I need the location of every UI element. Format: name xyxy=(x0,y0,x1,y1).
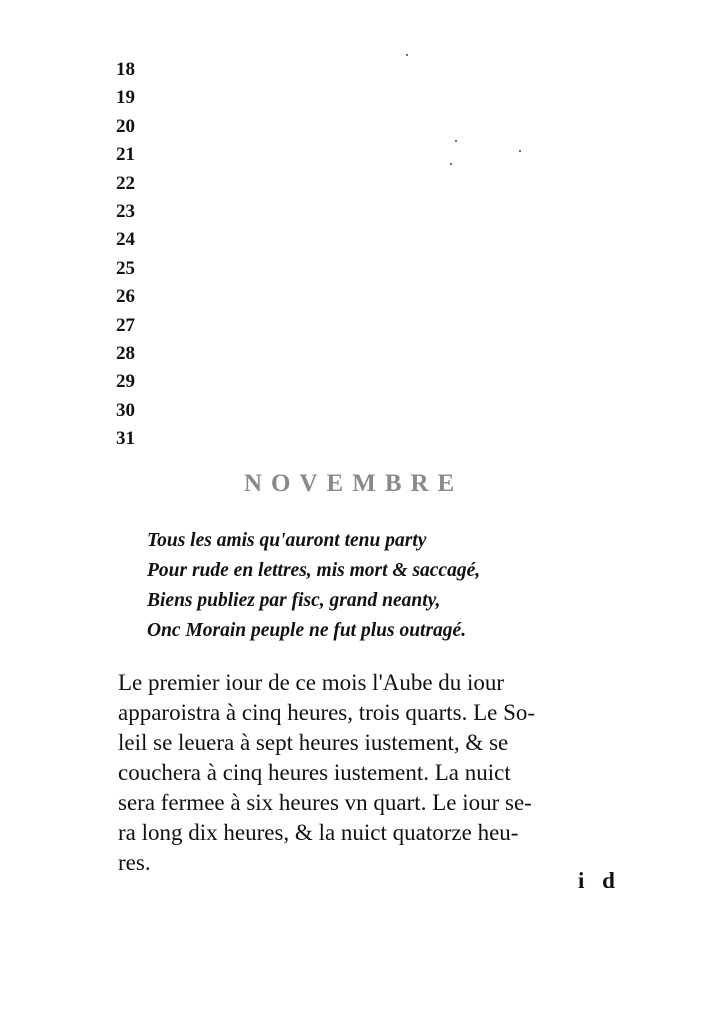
prose-line: res. xyxy=(118,850,151,875)
verse-quatrain xyxy=(147,526,480,646)
day-number: 30 xyxy=(116,399,135,421)
ink-speck xyxy=(406,54,408,56)
prose-line: ra long dix heures, & la nuict quatorze heu- xyxy=(118,820,519,845)
verse-line: Pour rude en lettres, mis mort & saccagé, xyxy=(147,560,481,581)
verse-line: Onc Morain peuple ne fut plus outragé. xyxy=(147,620,467,641)
day-number: 23 xyxy=(116,200,135,222)
day-number: 22 xyxy=(116,172,135,194)
prose-line: couchera à cinq heures iustement. La nuict xyxy=(118,760,511,785)
ink-speck xyxy=(455,140,457,142)
day-number: 19 xyxy=(116,87,135,109)
day-number: 18 xyxy=(116,59,135,80)
verse-line: Tous les amis qu'auront tenu party xyxy=(147,530,427,551)
day-number: 28 xyxy=(116,342,135,364)
day-number: 21 xyxy=(116,144,135,166)
signature-mark: i d xyxy=(578,868,621,893)
day-number: 26 xyxy=(116,286,135,308)
day-number: 27 xyxy=(116,314,135,336)
prose-line: Le premier iour de ce mois l'Aube du iour xyxy=(118,670,505,695)
day-number: 24 xyxy=(116,229,135,251)
day-number: 20 xyxy=(116,115,135,137)
day-number: 25 xyxy=(116,257,135,279)
ink-speck xyxy=(450,163,452,165)
day-number-list xyxy=(116,56,135,453)
prose-paragraph xyxy=(118,668,628,878)
day-number: 31 xyxy=(116,428,135,450)
prose-line: sera fermee à six heures vn quart. Le iour se- xyxy=(118,790,532,815)
day-number: 29 xyxy=(116,371,135,393)
month-heading: NOVEMBRE xyxy=(244,470,464,497)
prose-line: leil se leuera à sept heures iustement, & se xyxy=(118,730,509,755)
ink-speck xyxy=(519,150,521,152)
prose-line: apparoistra à cinq heures, trois quarts. Le So- xyxy=(118,700,536,725)
verse-line: Biens publiez par fisc, grand neanty, xyxy=(147,590,441,611)
